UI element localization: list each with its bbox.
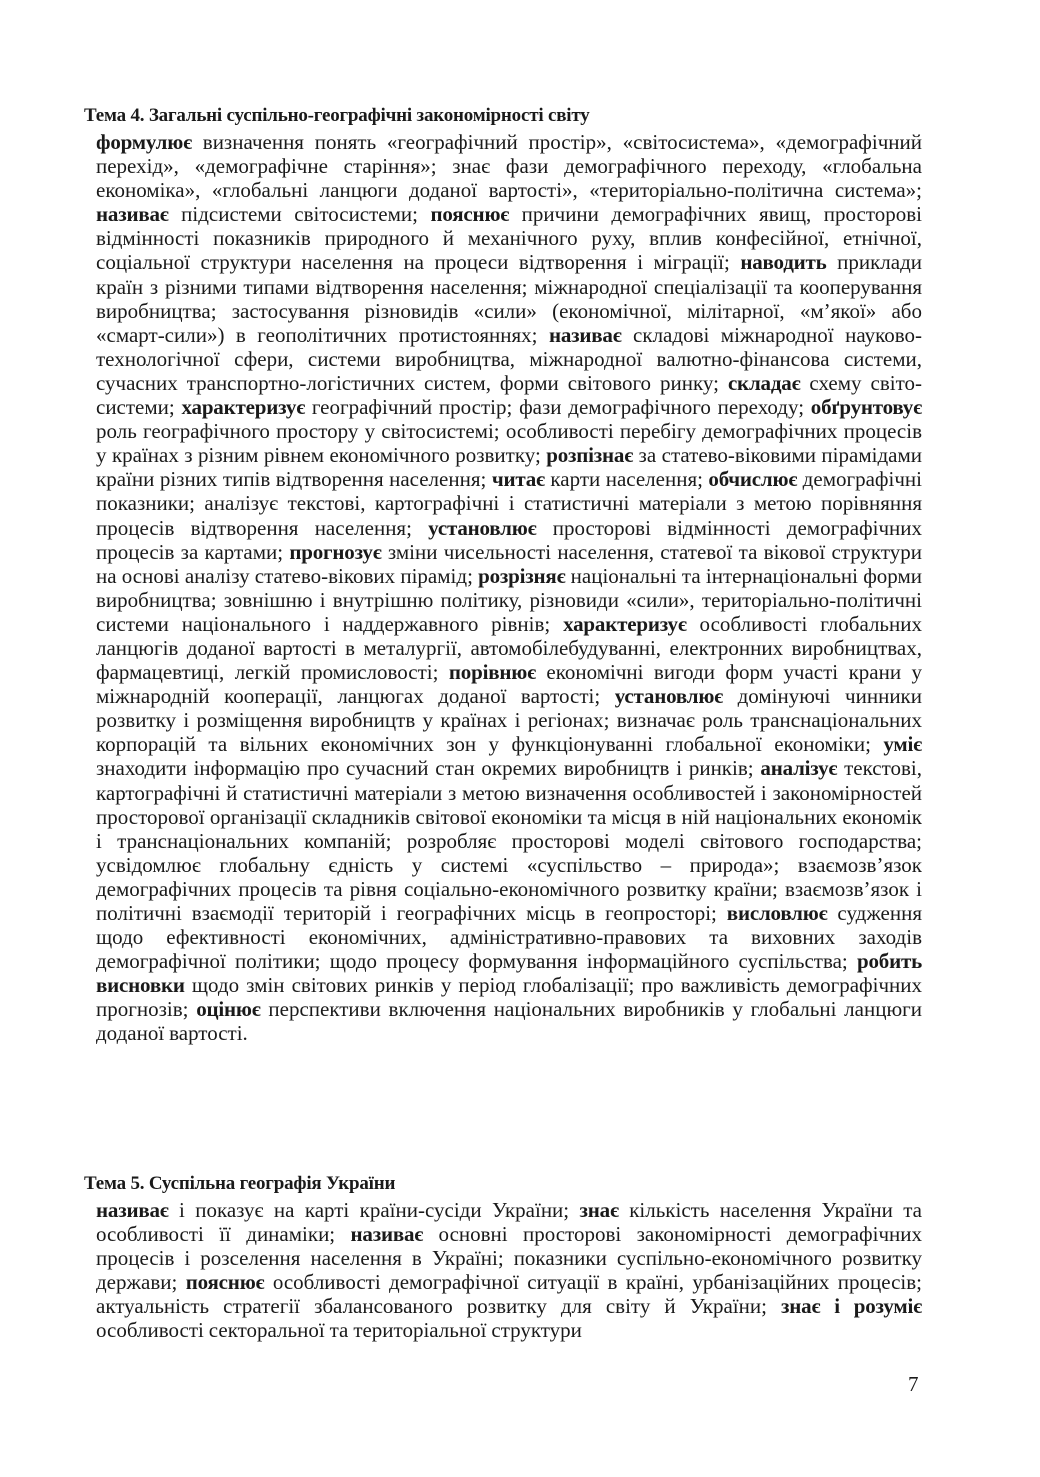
text-run: національні та інтернаціональні форми виробництва; зовнішню і внутрішню політику, різновиди «сили», територіально-політичні системи національного і наддержавного рівнів; — [96, 563, 923, 636]
text-run: текстові, картографічні й статистичні матеріали з метою визначення особливостей і закономірностей просторової організації складників світової економіки та місця в ній національних економік і транснаціональних компаній; розробляє просторові моделі світового господарства; усвідомлює глобальну єдність у системі «суспільство – природа»; взаємозв’язок демографічних процесів та рівня соціально-економічного розвитку країни; взаємозв’язок і політичні взаємодії територій і географічних місць в геопросторі; — [96, 756, 922, 925]
page-number: 7 — [908, 1372, 919, 1396]
text-run: економічні вигоди форм участі крани у міжнародній кооперації, ланцюгах доданої вартості; — [96, 660, 923, 709]
key-verb: розрізняє — [478, 563, 566, 588]
key-verb: називає — [96, 202, 169, 227]
text-run: домінуючі чинники розвитку і розміщення виробництв у країнах і регіонах; визначає роль транснаціональних корпорацій та вільних економічних зон у функціонуванні глобальної економіки; — [96, 684, 922, 757]
text-run: причини демографічних явищ, просторові відмінності показників природного й механічного руху, вплив конфесійної, етнічної, соціальної структури населення на процеси відтворення і міграції; — [96, 202, 922, 275]
topic-4-heading: Тема 4. Загальні суспільно-географічні закономірності світу — [84, 105, 590, 126]
text-run: приклади країн з різними типами відтворення населення; міжнародної спеціалізації та кооперування виробництва; застосування різновидів «сили» (економічної, мілітарної, «м’якої» або «смарт-сили») в геополітичних протистояннях; — [96, 250, 922, 347]
key-verb: характеризує — [563, 611, 687, 636]
text-run: географічний простір; фази демографічного переходу; — [305, 395, 811, 420]
key-verb: читає — [491, 467, 545, 492]
key-verb: розпізнає — [546, 443, 634, 468]
key-verb: знає і розуміє — [781, 1294, 922, 1319]
key-verb: установлює — [428, 515, 537, 540]
text-run: підсистеми світосистеми; — [168, 202, 431, 227]
text-run: складові міжнародної науково-технологічної сфери, системи виробництва, міжнародної валютно-фінансова системи, сучасних транспортно-логістичних систем, форми світового ринку; — [96, 322, 922, 395]
text-run: і показує на карті країни-сусіди України; — [168, 1198, 580, 1222]
text-run: особливості секторальної та територіальної структури — [96, 1318, 582, 1343]
key-verb: наводить — [740, 250, 827, 275]
key-verb: обчислює — [708, 467, 798, 492]
key-verb: робить висновки — [96, 949, 922, 998]
key-verb: формулює — [96, 130, 192, 154]
text-run: знаходити інформацію про сучасний стан окремих виробництв і ринків; — [96, 756, 761, 781]
text-run: визначення понять «географічний простір», «світосистема», «демографічний перехід», «демографічне старіння»; знає фази демографічного переходу, «глобальна економіка», «глобальні ланцюги доданої вартості», «територіально-політична система»; — [96, 130, 922, 203]
key-verb: називає — [350, 1222, 424, 1247]
key-verb: пояснює — [430, 202, 510, 227]
text-run: судження щодо ефективності економічних, адміністративно-правових та виховних заходів демографічної політики; щодо процесу формування інформаційного суспільства; — [96, 901, 923, 974]
key-verb: оцінює — [196, 997, 261, 1022]
text-run: демографічні показники; аналізує текстові, картографічні і статистичні матеріали з метою порівняння процесів відтворення населення; — [96, 467, 922, 540]
key-verb: аналізує — [760, 756, 838, 781]
topic-4-text — [96, 130, 922, 1046]
key-verb: знає — [579, 1198, 619, 1222]
key-verb: характеризує — [181, 395, 306, 420]
text-run: щодо змін світових ринків у період глобалізації; про важливість демографічних прогнозів; — [96, 973, 922, 1022]
key-verb: установлює — [614, 684, 724, 709]
text-run: зміни чисельності населення, статевої та вікової структури на основі аналізу статево-вікових пірамід; — [96, 539, 922, 588]
text-run: кількість населення України та особливості її динаміки; — [96, 1198, 922, 1247]
text-run: за статево-віковими пірамідами країни різних типів відтворення населення; — [96, 443, 922, 492]
key-verb: складає — [727, 370, 801, 395]
key-verb: уміє — [883, 732, 922, 757]
key-verb: висловлює — [726, 901, 828, 925]
key-verb: називає — [96, 1198, 169, 1222]
topic-5-text — [96, 1198, 922, 1343]
text-run: основні просторові закономірності демографічних процесів і розселення населення в Україні; показники суспільно-економічного розвитку держави; — [96, 1222, 922, 1295]
key-verb: порівнює — [448, 660, 536, 685]
text-run: перспективи включення національних виробників у глобальні ланцюги доданої вартості. — [96, 997, 922, 1046]
key-verb: обґрунтовує — [810, 395, 922, 420]
key-verb: називає — [548, 322, 622, 347]
text-run: схему світосистеми; — [96, 370, 922, 420]
text-run: карти населення; — [544, 467, 709, 492]
topic-5-heading: Тема 5. Суспільна географія України — [84, 1173, 396, 1194]
text-run: роль географічного простору у світосистемі; особливості перебігу демографічних процесів у країнах з різним рівнем економічного розвитку; — [96, 419, 922, 468]
text-run: просторові відмінності демографічних процесів за картами; — [96, 515, 923, 564]
text-run: особливості демографічної ситуації в країні, урбанізаційних процесів; актуальність стратегії збалансованого розвитку для світу й України; — [96, 1270, 922, 1319]
text-run: особливості глобальних ланцюгів доданої вартості в металургії, автомобілебудуванні, електронних виробництвах, фармацевтиці, легкій промисловості; — [96, 611, 922, 685]
key-verb: пояснює — [185, 1270, 265, 1295]
key-verb: прогнозує — [289, 539, 382, 564]
